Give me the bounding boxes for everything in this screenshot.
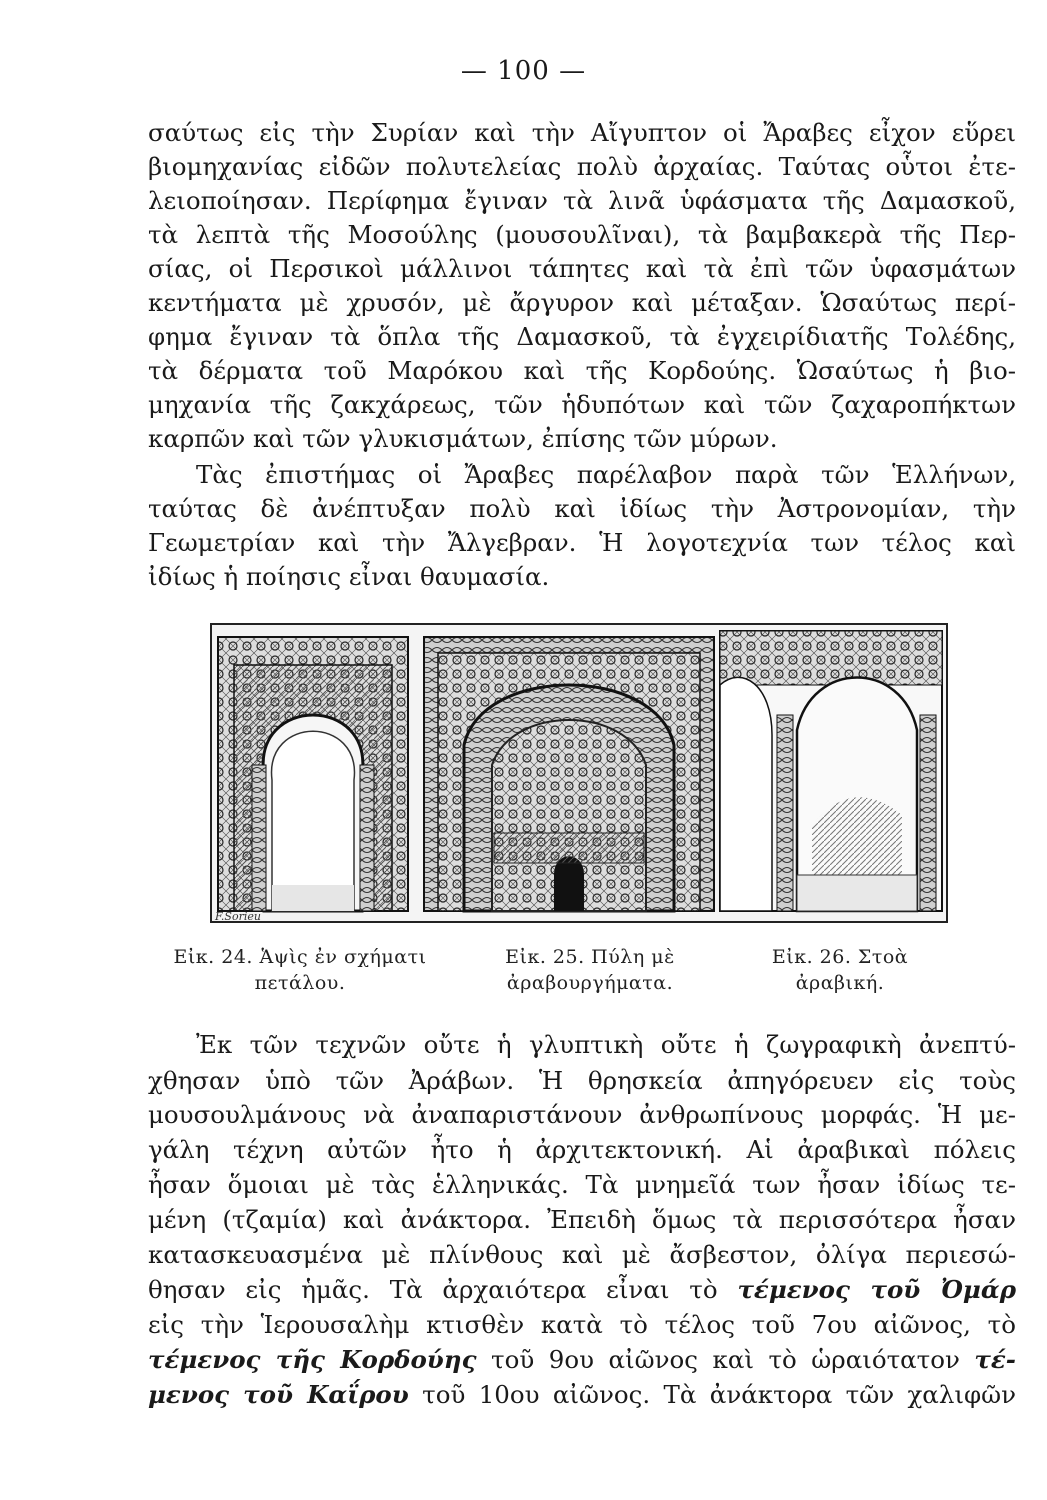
text-line xyxy=(148,1378,1016,1412)
text-line: λειοποίησαν. Περίφημα ἔγιναν τὰ λινᾶ ὑφάσματα τῆς Δαμασκοῦ, xyxy=(148,186,1016,215)
caption-line: ἀραβική. xyxy=(795,972,885,994)
caption-line: Εἰκ. 24. Ἁψὶς ἐν σχήματι xyxy=(173,946,427,968)
text-line: ἰδίως ἡ ποίησις εἶναι θαυμασία. xyxy=(148,562,550,591)
text-line: βιομηχανίας εἰδῶν πολυτελείας πολὺ ἀρχαίας. Ταύτας οὗτοι ἐτε- xyxy=(148,152,1016,181)
text-line: φημα ἔγιναν τὰ ὅπλα τῆς Δαμασκοῦ, τὰ ἐγχειρίδιατῆς Τολέδης, xyxy=(148,322,1016,351)
caption-figure-25 xyxy=(460,944,720,996)
text-line: μηχανία τῆς ζακχάρεως, τῶν ἡδυπότων καὶ τῶν ζαχαροπήκτων xyxy=(148,390,1016,419)
text-line: γάλη τέχνη αὐτῶν ἦτο ἡ ἀρχιτεκτονική. Αἱ ἀραβικαὶ πόλεις xyxy=(148,1135,1016,1164)
text-line: χθησαν ὑπὸ τῶν Ἀράβων. Ἡ θρησκεία ἀπηγόρευεν εἰς τοὺς xyxy=(148,1066,1016,1095)
text-span: τοῦ 10ου αἰῶνος. Τὰ ἀνάκτορα τῶν χαλιφῶν xyxy=(422,1380,1016,1409)
text-line: εἰς τὴν Ἱερουσαλὴμ κτισθὲν κατὰ τὸ τέλος τοῦ 7ου αἰῶνος, τὸ xyxy=(148,1310,1016,1339)
artist-signature: F.Sorieu xyxy=(215,910,261,923)
text-line: τὰ δέρματα τοῦ Μαρόκου καὶ τῆς Κορδούης. Ὡσαύτως ἡ βιο- xyxy=(148,356,1016,385)
caption-line: πετάλου. xyxy=(254,972,346,994)
emphasized-term: τέμενος τῆς Κορδούης xyxy=(148,1345,477,1374)
text-line: κεντήματα μὲ χρυσόν, μὲ ἄργυρον καὶ μέταξαν. Ὡσαύτως περί- xyxy=(148,288,1016,317)
text-line: σίας, οἱ Περσικοὶ μάλλινοι τάπητες καὶ τὰ ἐπὶ τῶν ὑφασμάτων xyxy=(148,254,1016,283)
text-line: ἦσαν ὅμοιαι μὲ τὰς ἑλληνικάς. Τὰ μνημεῖά των ἦσαν ἰδίως τε- xyxy=(148,1170,1016,1199)
figure-illustrations xyxy=(210,623,948,923)
emphasized-term: μενος τοῦ Καΐρου xyxy=(148,1380,409,1409)
text-span: θησαν εἰς ἡμᾶς. Τὰ ἀρχαιότερα εἶναι τὸ xyxy=(148,1275,718,1304)
text-line: μουσουλμάνους νὰ ἀναπαριστάνουν ἀνθρωπίνους μορφάς. Ἡ με- xyxy=(148,1100,1016,1129)
text-span: τοῦ 9ου αἰῶνος καὶ τὸ ὡραιότατον xyxy=(491,1345,960,1374)
page-number: — 100 — xyxy=(460,56,587,86)
text-line: Ἐκ τῶν τεχνῶν οὔτε ἡ γλυπτικὴ οὔτε ἡ ζωγραφικὴ ἀνεπτύ- xyxy=(196,1030,1016,1059)
text-line: Γεωμετρίαν καὶ τὴν Ἄλγεβραν. Ἡ λογοτεχνία των τέλος καὶ xyxy=(148,528,1016,557)
caption-figure-26 xyxy=(740,944,940,996)
text-line xyxy=(148,1343,1016,1377)
emphasized-term: τέ- xyxy=(974,1345,1016,1374)
caption-line: Εἰκ. 25. Πύλη μὲ xyxy=(505,946,675,968)
caption-line: Εἰκ. 26. Στοὰ xyxy=(771,946,909,968)
caption-line: ἀραβουργήματα. xyxy=(506,972,674,994)
text-line: ταύτας δὲ ἀνέπτυξαν πολὺ καὶ ἰδίως τὴν Ἀστρονομίαν, τὴν xyxy=(148,494,1016,523)
figure-24-horseshoe-arch xyxy=(218,637,408,911)
text-line xyxy=(148,1273,1016,1307)
emphasized-term: τέμενος τοῦ Ὀμάρ xyxy=(737,1275,1016,1304)
text-line: τὰ λεπτὰ τῆς Μοσούλης (μουσουλῖναι), τὰ βαμβακερὰ τῆς Περ- xyxy=(148,220,1016,249)
caption-figure-24 xyxy=(140,944,460,996)
text-line: μένη (τζαμία) καὶ ἀνάκτορα. Ἐπειδὴ ὅμως τὰ περισσότερα ἦσαν xyxy=(148,1205,1016,1234)
figure-25-gate-arabesques xyxy=(424,637,714,911)
text-line: Τὰς ἐπιστήμας οἱ Ἄραβες παρέλαβον παρὰ τῶν Ἑλλήνων, xyxy=(196,460,1016,489)
text-line: κατασκευασμένα μὲ πλίνθους καὶ μὲ ἄσβεστον, ὀλίγα περιεσώ- xyxy=(148,1240,1016,1269)
text-line: σαύτως εἰς τὴν Συρίαν καὶ τὴν Αἴγυπτον οἱ Ἄραβες εἶχον εὕρει xyxy=(148,118,1016,147)
text-line: καρπῶν καὶ τῶν γλυκισμάτων, ἐπίσης τῶν μύρων. xyxy=(148,424,778,453)
figure-26-arabic-portico xyxy=(720,631,942,911)
